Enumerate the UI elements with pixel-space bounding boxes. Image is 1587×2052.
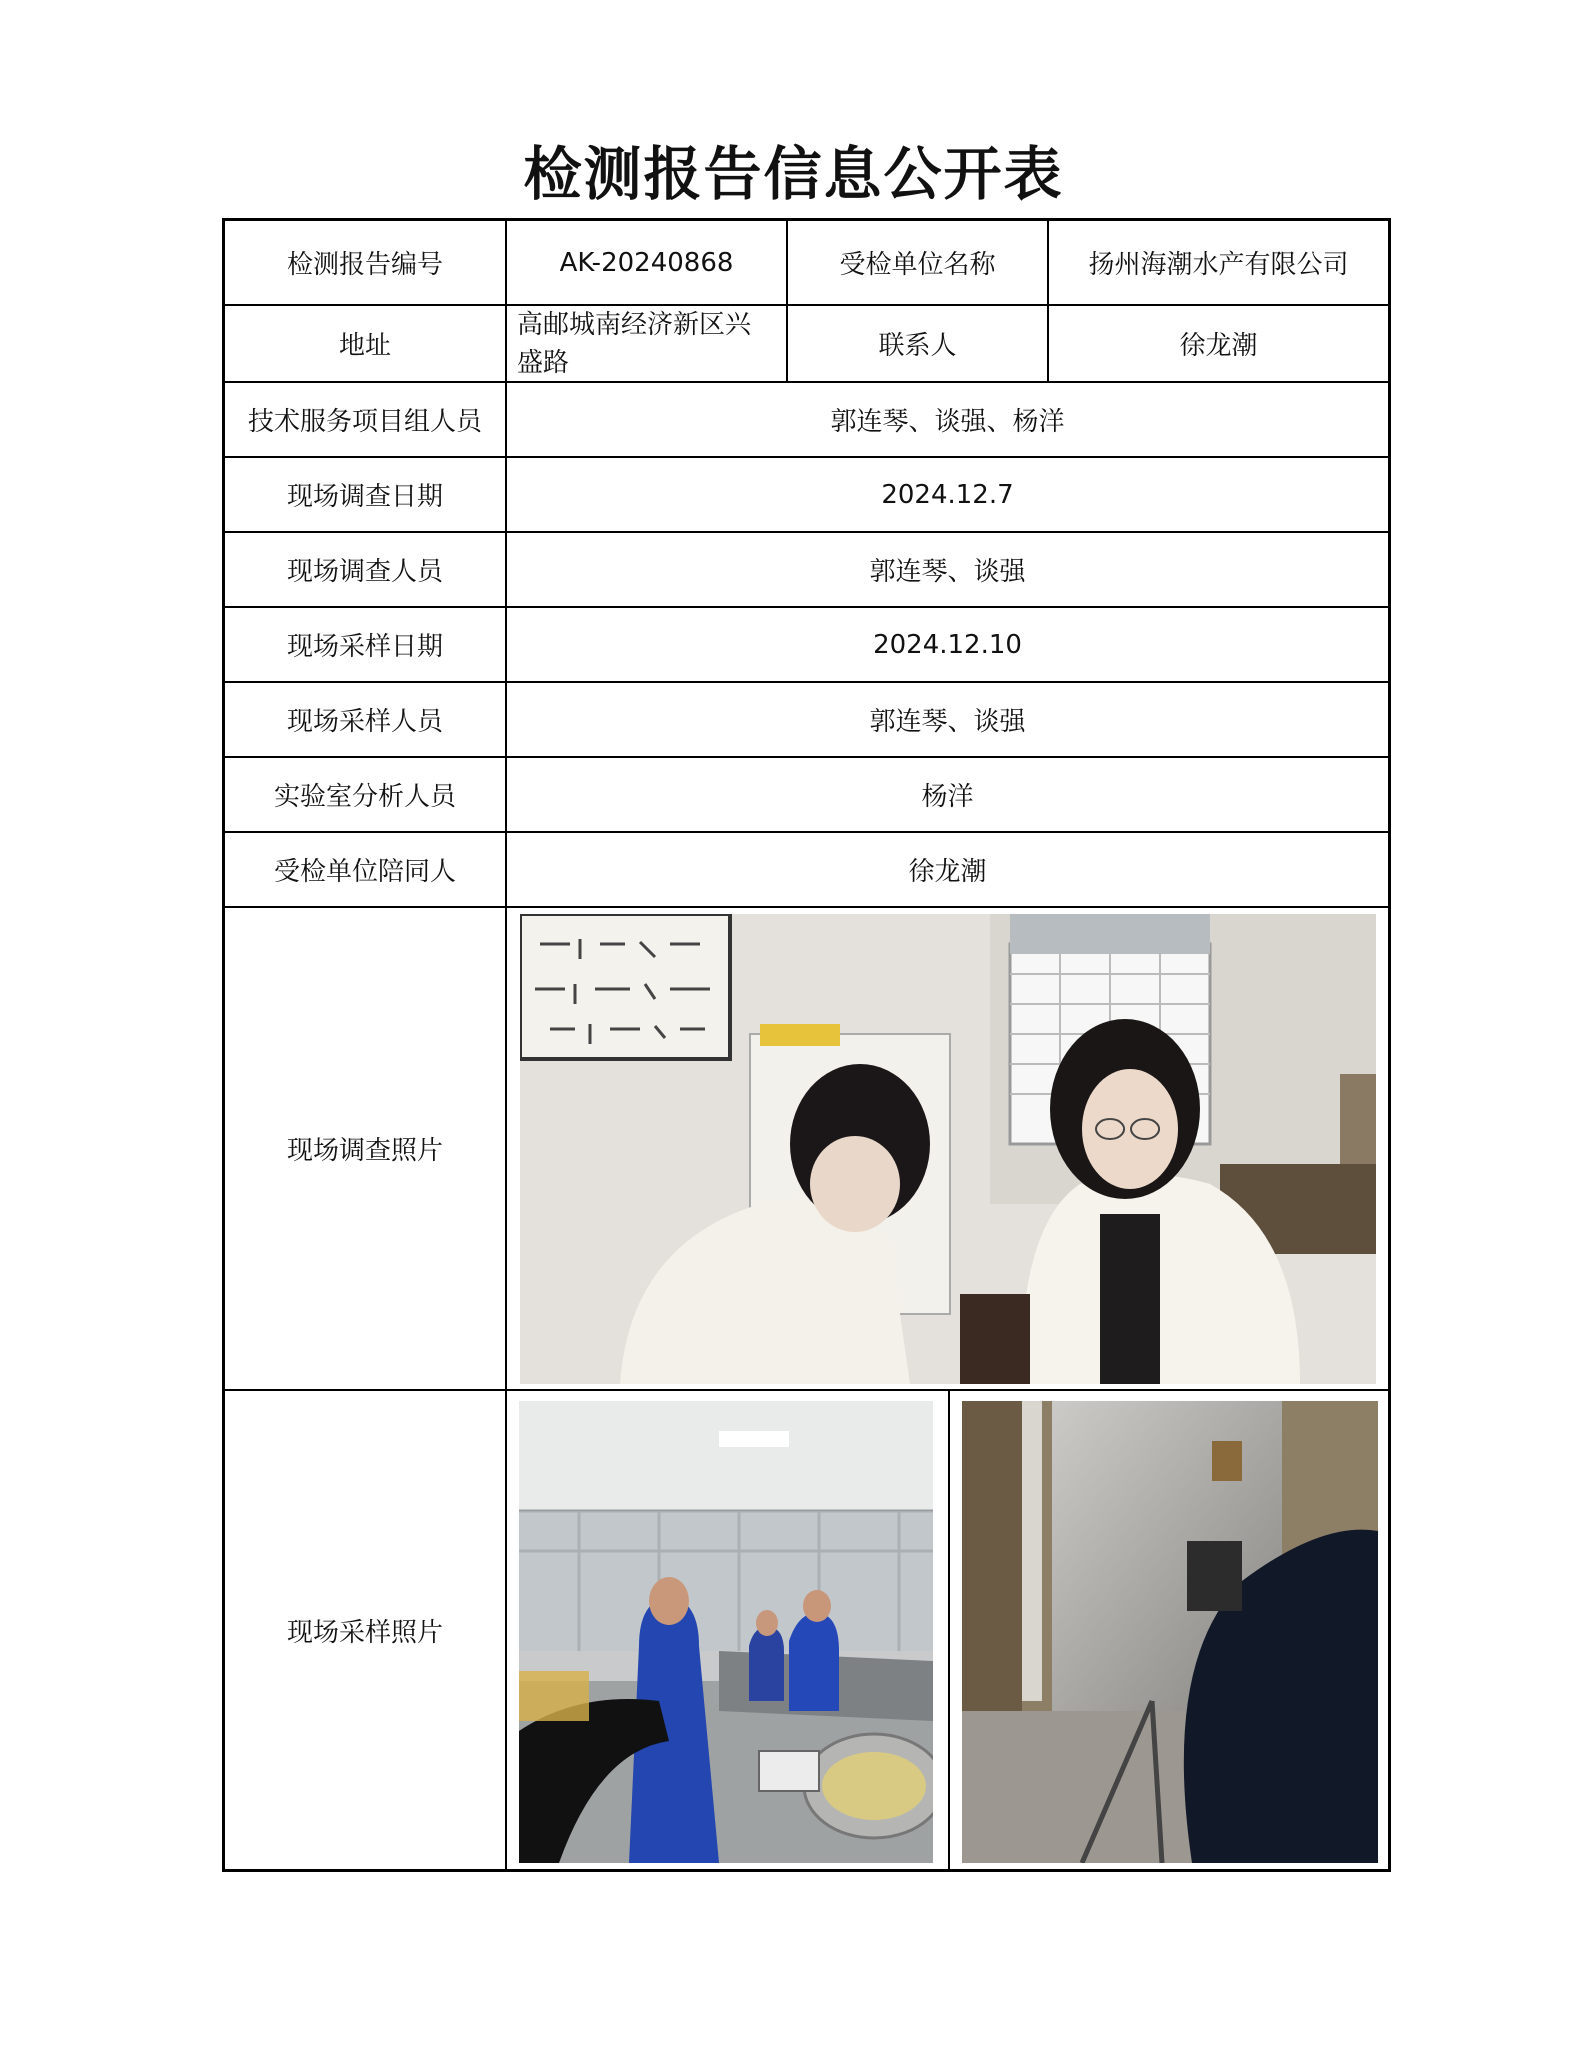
page-title: 检测报告信息公开表: [523, 140, 1064, 208]
survey-photo-label: 现场调查照片: [286, 1136, 443, 1166]
table-row: [225, 608, 1388, 683]
lab-analyst-value: 杨洋: [505, 758, 1388, 831]
table-row: [225, 306, 1388, 383]
contact-label: 联系人: [786, 306, 1047, 381]
table-row: [225, 383, 1388, 458]
escort-label: 受检单位陪同人: [273, 857, 456, 887]
info-table: [222, 218, 1391, 1872]
table-row: [225, 221, 1388, 306]
lab-analyst-label: 实验室分析人员: [273, 782, 456, 812]
survey-staff-label: 现场调查人员: [286, 557, 443, 587]
table-row: [225, 758, 1388, 833]
table-row: [225, 533, 1388, 608]
report-no-value: AK-20240868: [505, 221, 786, 304]
sampling-date-value: 2024.12.10: [505, 608, 1388, 681]
table-row: [225, 683, 1388, 758]
address-label: 地址: [338, 331, 391, 361]
team-members-value: 郭连琴、谈强、杨洋: [505, 383, 1388, 456]
survey-date-label: 现场调查日期: [286, 482, 443, 512]
survey-date-value: 2024.12.7: [505, 458, 1388, 531]
address-value: 高邮城南经济新区兴盛路: [505, 306, 786, 381]
table-row: [225, 458, 1388, 533]
table-row: [225, 1391, 1388, 1869]
sampling-staff-value: 郭连琴、谈强: [505, 683, 1388, 756]
table-row: [225, 833, 1388, 908]
unit-name-value: 扬州海潮水产有限公司: [1047, 221, 1388, 304]
survey-photo: [520, 914, 1376, 1384]
report-no-label: 检测报告编号: [286, 250, 443, 280]
sampling-staff-label: 现场采样人员: [286, 707, 443, 737]
unit-name-label: 受检单位名称: [786, 221, 1047, 304]
team-members-label: 技术服务项目组人员: [247, 407, 482, 437]
escort-value: 徐龙潮: [505, 833, 1388, 906]
sampling-photo-label: 现场采样照片: [286, 1617, 443, 1648]
sampling-photo-2: [962, 1401, 1378, 1863]
contact-value: 徐龙潮: [1047, 306, 1388, 381]
sampling-photo-1: [519, 1401, 933, 1863]
table-row: [225, 908, 1388, 1391]
survey-staff-value: 郭连琴、谈强: [505, 533, 1388, 606]
sampling-date-label: 现场采样日期: [286, 632, 443, 662]
